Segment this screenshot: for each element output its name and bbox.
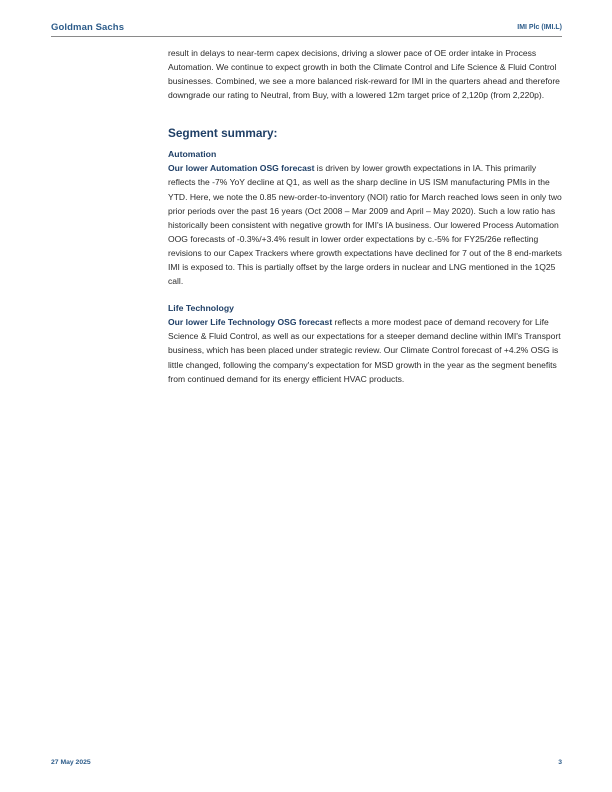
automation-paragraph	[168, 161, 564, 288]
automation-heading: Automation	[168, 149, 217, 160]
automation-lead: Our lower Automation OSG forecast	[168, 163, 315, 174]
life-technology-body: reflects a more modest pace of demand recovery for Life Science & Fluid Control, as well as our expectations for a steeper demand decline within IMI's Transport business, which has been placed under strategic review. Our Climate Control forecast of +4.2% OSG is little changed, following the company's expectation for MSD growth in the year as the segment benefits from continued demand for its energy efficient HVAC products.	[168, 317, 561, 384]
intro-paragraph: result in delays to near-term capex decisions, driving a slower pace of OE order intake in Process Automation. We continue to expect growth in both the Climate Control and Life Science & Fluid Control businesses. Combined, we see a more balanced risk-reward for IMI in the quarters ahead and therefore downgrade our rating to Neutral, from Buy, with a lowered 12m target price of 2,120p (from 2,220p).	[168, 48, 560, 101]
header-brand: Goldman Sachs	[51, 22, 125, 33]
automation-body: is driven by lower growth expectations in IA. This primarily reflects the -7% YoY decline at Q1, as well as the sharp decline in US ISM manufacturing PMIs in the YTD. Here, we note the 0.85 new-order-to-inventory (NOI) ratio for March reached lows seen in only two prior periods over the past 16 years (Oct 2008 – Mar 2009 and April – May 2020). Such a low ratio has historically been consistent with negative growth for IMI's IA business. Our lowered Process Automation OOG forecasts of -0.3%/+3.4% result in lower order expectations by c.-5% for FY25/26e reflecting revisions to our Capex Trackers where growth expectations have declined for 7 out of the 8 end-markets IMI is exposed to. This is partially offset by the large orders in nuclear and LNG mentioned in the 1Q25 call.	[168, 163, 562, 287]
page-number: 3	[558, 759, 562, 766]
footer-date: 27 May 2025	[51, 759, 91, 766]
main-content	[168, 46, 564, 386]
life-technology-paragraph	[168, 315, 564, 385]
life-technology-heading: Life Technology	[168, 303, 234, 314]
section-title: Segment summary:	[168, 126, 278, 141]
header-divider	[51, 36, 562, 37]
life-technology-lead: Our lower Life Technology OSG forecast	[168, 317, 333, 328]
header-ticker: IMI Plc (IMI.L)	[517, 24, 562, 31]
